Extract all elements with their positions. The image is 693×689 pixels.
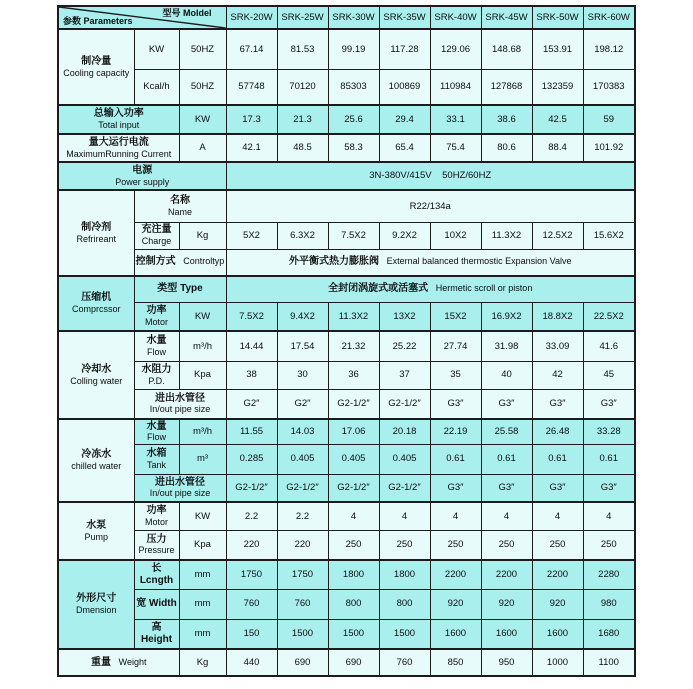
value-cell: 101.92 <box>583 134 635 162</box>
unit-cell: Kpa <box>179 530 226 560</box>
unit-cell: Kcal/h <box>134 69 179 105</box>
value-cell: 22.19 <box>430 419 481 444</box>
row-label-en: Name <box>167 206 192 217</box>
value-cell: 21.3 <box>277 105 328 134</box>
value-cell: 0.405 <box>328 444 379 474</box>
value-cell: 4 <box>583 502 635 530</box>
value-cell: 35 <box>430 361 481 389</box>
value-cell: 10X2 <box>430 222 481 249</box>
value-cell: 250 <box>430 530 481 560</box>
value-cell: 250 <box>481 530 532 560</box>
value-cell: 0.61 <box>430 444 481 474</box>
value-cell: 1000 <box>532 649 583 676</box>
value-cell: 4 <box>481 502 532 530</box>
row-refrigerant-charge <box>58 222 635 249</box>
model-header-cell: SRK-25W <box>277 6 328 29</box>
row-label-cn: 充注量 <box>141 224 172 236</box>
value-cell: 1600 <box>532 619 583 649</box>
section-max-current <box>58 134 179 162</box>
refrigerant-name-value: R22/134a <box>226 190 635 222</box>
section-label-en: Refrireant <box>76 233 116 244</box>
row-label-cn: 功率 <box>146 505 167 517</box>
value-cell: 250 <box>583 530 635 560</box>
section-dimension <box>58 560 134 649</box>
row-label-en: Pressure <box>138 545 175 556</box>
row-refrigerant-name <box>58 190 635 222</box>
value-cell: 920 <box>532 589 583 619</box>
value-cell: 59 <box>583 105 635 134</box>
table-corner-cell <box>58 6 226 29</box>
row-label-cn: 压力 <box>146 533 167 545</box>
value-cell: 11.3X2 <box>328 302 379 331</box>
value-cell: 2200 <box>532 560 583 589</box>
row-cw-flow <box>58 331 635 361</box>
section-label-en: Total input <box>98 120 140 131</box>
value-cell: 5X2 <box>226 222 277 249</box>
control-type-value <box>226 249 635 276</box>
value-cell: 1500 <box>379 619 430 649</box>
row-label-cn: 水阻力 <box>141 363 172 375</box>
section-label-cn: 总输入功率 <box>93 108 144 120</box>
section-label-en: chilled water <box>71 461 122 472</box>
value-cell: 2200 <box>481 560 532 589</box>
value-cell: G3″ <box>430 389 481 419</box>
row-label-control <box>134 249 226 276</box>
row-label-cn: 进出水管径 <box>155 392 205 404</box>
model-header-label: 型号 Moldel <box>162 8 212 18</box>
value-cell: 198.12 <box>583 29 635 69</box>
value-cell: 25.58 <box>481 419 532 444</box>
value-cell: 38.6 <box>481 105 532 134</box>
value-cell: 4 <box>379 502 430 530</box>
value-cell: 25.22 <box>379 331 430 361</box>
value-cell: G2-1/2″ <box>277 474 328 502</box>
value-cell: 0.61 <box>481 444 532 474</box>
row-chw-tank <box>58 444 635 474</box>
row-label-cn: 功率 <box>146 305 167 317</box>
row-cw-pd <box>58 361 635 389</box>
row-chw-pipe <box>58 474 635 502</box>
model-header-cell: SRK-30W <box>328 6 379 29</box>
row-label-en: Motor <box>144 316 168 327</box>
row-label-width <box>134 589 179 619</box>
value-cell: 15.6X2 <box>583 222 635 249</box>
section-label-en: Dmension <box>75 605 117 616</box>
value-cell: 1600 <box>481 619 532 649</box>
value-cell: 2200 <box>430 560 481 589</box>
value-cell: G3″ <box>583 474 635 502</box>
row-label-en: Flow <box>146 346 166 357</box>
model-header-cell: SRK-40W <box>430 6 481 29</box>
row-label-pressure <box>134 530 179 560</box>
value-cell: 40 <box>481 361 532 389</box>
value-cell: 1680 <box>583 619 635 649</box>
unit-cell: m³ <box>179 444 226 474</box>
value-cell: 760 <box>226 589 277 619</box>
value-cell: 33.28 <box>583 419 635 444</box>
value-cell: 22.5X2 <box>583 302 635 331</box>
row-label-type <box>134 276 226 302</box>
value-cell: 41.6 <box>583 331 635 361</box>
value-cell: 42.5 <box>532 105 583 134</box>
row-refrigerant-control <box>58 249 635 276</box>
row-label-name <box>134 190 226 222</box>
value-cell: 1500 <box>328 619 379 649</box>
value-cell: 81.53 <box>277 29 328 69</box>
value-cell: 85303 <box>328 69 379 105</box>
value-cell: 30 <box>277 361 328 389</box>
row-label-en: Tank <box>146 459 166 470</box>
value-cell: 127868 <box>481 69 532 105</box>
section-cooling-water <box>58 331 134 419</box>
value-cell: 14.44 <box>226 331 277 361</box>
row-label-charge <box>134 222 179 249</box>
model-header-cell: SRK-20W <box>226 6 277 29</box>
row-label-flow <box>134 419 179 444</box>
model-header-cell: SRK-60W <box>583 6 635 29</box>
value-cell: 4 <box>430 502 481 530</box>
section-label-en: Power supply <box>115 176 170 187</box>
power-supply-value: 3N-380V/415V 50HZ/60HZ <box>226 162 635 190</box>
value-cell: 0.61 <box>532 444 583 474</box>
value-cell: 250 <box>328 530 379 560</box>
value-cell: 0.405 <box>277 444 328 474</box>
value-cell: G3″ <box>532 474 583 502</box>
row-label-tank <box>134 444 179 474</box>
row-label-en: Controltyp <box>183 256 225 267</box>
value-cell: 25.6 <box>328 105 379 134</box>
value-cell: 14.03 <box>277 419 328 444</box>
value-cell: 1750 <box>277 560 328 589</box>
section-label-cn: 外形尺寸 <box>76 593 117 605</box>
value-cell: 1100 <box>583 649 635 676</box>
value-cell: G2″ <box>277 389 328 419</box>
value-cell: 800 <box>328 589 379 619</box>
value-cell: 148.68 <box>481 29 532 69</box>
row-label-en: In/out pipe size <box>149 404 211 415</box>
row-pump-motor <box>58 502 635 530</box>
value-cell: 31.98 <box>481 331 532 361</box>
row-label: 长 Lcngth <box>139 562 174 586</box>
value-cell: 20.18 <box>379 419 430 444</box>
value-cell: 65.4 <box>379 134 430 162</box>
value-cell: 1800 <box>379 560 430 589</box>
value-cell: 45 <box>583 361 635 389</box>
row-label-motor <box>134 302 179 331</box>
row-compressor-motor <box>58 302 635 331</box>
section-label-cn: 量大运行电流 <box>88 136 149 148</box>
row-cooling-kw <box>58 29 635 69</box>
row-label-cn: 控制方式 <box>135 256 176 268</box>
section-total-input <box>58 105 179 134</box>
section-label-cn: 制冷量 <box>81 55 112 67</box>
row-label: 宽 Width <box>136 598 177 610</box>
unit-cell: KW <box>134 29 179 69</box>
value-cell: 0.61 <box>583 444 635 474</box>
value-cell: G3″ <box>481 389 532 419</box>
value-cell: 760 <box>277 589 328 619</box>
value-cell: 12.5X2 <box>532 222 583 249</box>
value-cell: 2.2 <box>277 502 328 530</box>
control-value-en: External balanced thermostic Expansion Valve <box>386 256 572 267</box>
row-dim-height <box>58 619 635 649</box>
value-cell: 42 <box>532 361 583 389</box>
row-label-en: P.D. <box>148 375 165 386</box>
value-cell: 33.09 <box>532 331 583 361</box>
value-cell: 16.9X2 <box>481 302 532 331</box>
row-weight <box>58 649 635 676</box>
model-header-cell: SRK-50W <box>532 6 583 29</box>
value-cell: 1800 <box>328 560 379 589</box>
value-cell: 57748 <box>226 69 277 105</box>
value-cell: 100869 <box>379 69 430 105</box>
value-cell: 17.06 <box>328 419 379 444</box>
value-cell: 0.285 <box>226 444 277 474</box>
value-cell: G3″ <box>430 474 481 502</box>
row-label-pipe <box>134 474 226 502</box>
value-cell: 7.5X2 <box>226 302 277 331</box>
value-cell: 1500 <box>277 619 328 649</box>
parameters-header-label: 参数 Parameters <box>63 16 133 27</box>
value-cell: 17.54 <box>277 331 328 361</box>
value-cell: 11.55 <box>226 419 277 444</box>
row-compressor-type <box>58 276 635 302</box>
value-cell: 1750 <box>226 560 277 589</box>
value-cell: 70120 <box>277 69 328 105</box>
value-cell: G3″ <box>481 474 532 502</box>
value-cell: 18.8X2 <box>532 302 583 331</box>
row-label-height <box>134 619 179 649</box>
value-cell: 75.4 <box>430 134 481 162</box>
value-cell: 440 <box>226 649 277 676</box>
unit-cell: m³/h <box>179 331 226 361</box>
value-cell: G2-1/2″ <box>379 474 430 502</box>
section-pump <box>58 502 134 560</box>
row-chw-flow <box>58 419 635 444</box>
section-label-cn: 制冷剂 <box>81 221 112 233</box>
value-cell: 980 <box>583 589 635 619</box>
row-label-en: In/out pipe size <box>149 488 211 499</box>
value-cell: 13X2 <box>379 302 430 331</box>
unit-cell: Kg <box>179 222 226 249</box>
section-label-cn: 冷却水 <box>81 363 112 375</box>
row-label: 高 Height <box>140 621 173 645</box>
freq-cell: 50HZ <box>179 29 226 69</box>
value-cell: G2-1/2″ <box>226 474 277 502</box>
value-cell: 760 <box>379 649 430 676</box>
value-cell: 17.3 <box>226 105 277 134</box>
row-label-length <box>134 560 179 589</box>
value-cell: 150 <box>226 619 277 649</box>
value-cell: 29.4 <box>379 105 430 134</box>
spec-table <box>57 5 636 677</box>
value-cell: 37 <box>379 361 430 389</box>
row-label-cn: 水箱 <box>146 447 167 459</box>
value-cell: 129.06 <box>430 29 481 69</box>
unit-cell: mm <box>179 560 226 589</box>
value-cell: 690 <box>328 649 379 676</box>
row-label-en: Flow <box>146 432 166 443</box>
unit-cell: Kg <box>179 649 226 676</box>
row-label-pipe <box>134 389 226 419</box>
row-label: 类型 Type <box>157 283 203 295</box>
section-refrigerant <box>58 190 134 276</box>
value-cell: 42.1 <box>226 134 277 162</box>
section-label-cn: 压缩机 <box>81 292 112 304</box>
section-label-en: Cooling capacity <box>63 67 130 78</box>
value-cell: 4 <box>532 502 583 530</box>
value-cell: 950 <box>481 649 532 676</box>
value-cell: 800 <box>379 589 430 619</box>
value-cell: 58.3 <box>328 134 379 162</box>
value-cell: 15X2 <box>430 302 481 331</box>
control-value-cn: 外平衡式热力膨胀阀 <box>288 256 379 268</box>
section-weight <box>58 649 179 676</box>
model-header-cell: SRK-45W <box>481 6 532 29</box>
value-cell: 132359 <box>532 69 583 105</box>
row-label-cn: 水量 <box>146 335 167 347</box>
value-cell: 6.3X2 <box>277 222 328 249</box>
row-pump-pressure <box>58 530 635 560</box>
value-cell: 67.14 <box>226 29 277 69</box>
row-label-flow <box>134 331 179 361</box>
unit-cell: m³/h <box>179 419 226 444</box>
row-total-input <box>58 105 635 134</box>
value-cell: 220 <box>226 530 277 560</box>
value-cell: 117.28 <box>379 29 430 69</box>
row-power-supply <box>58 162 635 190</box>
row-cw-pipe <box>58 389 635 419</box>
section-label-en: Comprcssor <box>71 304 121 315</box>
value-cell: 9.2X2 <box>379 222 430 249</box>
value-cell: 220 <box>277 530 328 560</box>
section-compressor <box>58 276 134 331</box>
section-chilled-water <box>58 419 134 502</box>
value-cell: G2-1/2″ <box>328 474 379 502</box>
value-cell: 80.6 <box>481 134 532 162</box>
section-power-supply <box>58 162 226 190</box>
compressor-type-value <box>226 276 635 302</box>
section-label-en: Colling water <box>70 375 123 386</box>
value-cell: 99.19 <box>328 29 379 69</box>
model-header-cell: SRK-35W <box>379 6 430 29</box>
value-cell: 0.405 <box>379 444 430 474</box>
model-header-row <box>58 6 635 29</box>
row-label-cn: 进出水管径 <box>155 476 205 488</box>
value-cell: 9.4X2 <box>277 302 328 331</box>
value-cell: 250 <box>532 530 583 560</box>
unit-cell: KW <box>179 105 226 134</box>
value-cell: 170383 <box>583 69 635 105</box>
value-cell: G2-1/2″ <box>328 389 379 419</box>
section-label-cn: 电源 <box>132 164 153 176</box>
row-label-motor <box>134 502 179 530</box>
value-cell: 250 <box>379 530 430 560</box>
row-dim-length <box>58 560 635 589</box>
row-max-current <box>58 134 635 162</box>
value-cell: 2280 <box>583 560 635 589</box>
type-value-cn: 全封闭涡旋式或活塞式 <box>328 283 429 295</box>
value-cell: 1600 <box>430 619 481 649</box>
row-dim-width <box>58 589 635 619</box>
unit-cell: KW <box>179 302 226 331</box>
value-cell: 4 <box>328 502 379 530</box>
value-cell: 920 <box>430 589 481 619</box>
row-cooling-kcal <box>58 69 635 105</box>
row-label-cn: 水量 <box>146 420 167 432</box>
section-label-en: MaximumRunning Current <box>66 148 172 159</box>
value-cell: 33.1 <box>430 105 481 134</box>
section-label-cn: 冷冻水 <box>81 449 112 461</box>
unit-cell: mm <box>179 589 226 619</box>
value-cell: G2″ <box>226 389 277 419</box>
value-cell: G3″ <box>532 389 583 419</box>
freq-cell: 50HZ <box>179 69 226 105</box>
section-label-en: Pump <box>84 531 108 542</box>
value-cell: 110984 <box>430 69 481 105</box>
unit-cell: KW <box>179 502 226 530</box>
value-cell: 920 <box>481 589 532 619</box>
value-cell: 48.5 <box>277 134 328 162</box>
value-cell: 11.3X2 <box>481 222 532 249</box>
row-label-en: Motor <box>144 516 168 527</box>
row-label-en: Charge <box>141 236 172 247</box>
value-cell: 27.74 <box>430 331 481 361</box>
value-cell: 36 <box>328 361 379 389</box>
value-cell: 21.32 <box>328 331 379 361</box>
unit-cell: mm <box>179 619 226 649</box>
value-cell: 7.5X2 <box>328 222 379 249</box>
value-cell: G2-1/2″ <box>379 389 430 419</box>
value-cell: 850 <box>430 649 481 676</box>
value-cell: 26.48 <box>532 419 583 444</box>
row-label-cn: 名称 <box>170 195 190 207</box>
section-label-cn: 重量 <box>91 656 111 668</box>
value-cell: 153.91 <box>532 29 583 69</box>
section-label-cn: 水泵 <box>86 519 107 531</box>
row-label-pd <box>134 361 179 389</box>
value-cell: 2.2 <box>226 502 277 530</box>
value-cell: 690 <box>277 649 328 676</box>
unit-cell: Kpa <box>179 361 226 389</box>
section-cooling-capacity <box>58 29 134 105</box>
value-cell: 88.4 <box>532 134 583 162</box>
value-cell: G3″ <box>583 389 635 419</box>
unit-cell: A <box>179 134 226 162</box>
type-value-en: Hermetic scroll or piston <box>435 283 533 294</box>
value-cell: 38 <box>226 361 277 389</box>
section-label-en: Weight <box>118 656 147 667</box>
